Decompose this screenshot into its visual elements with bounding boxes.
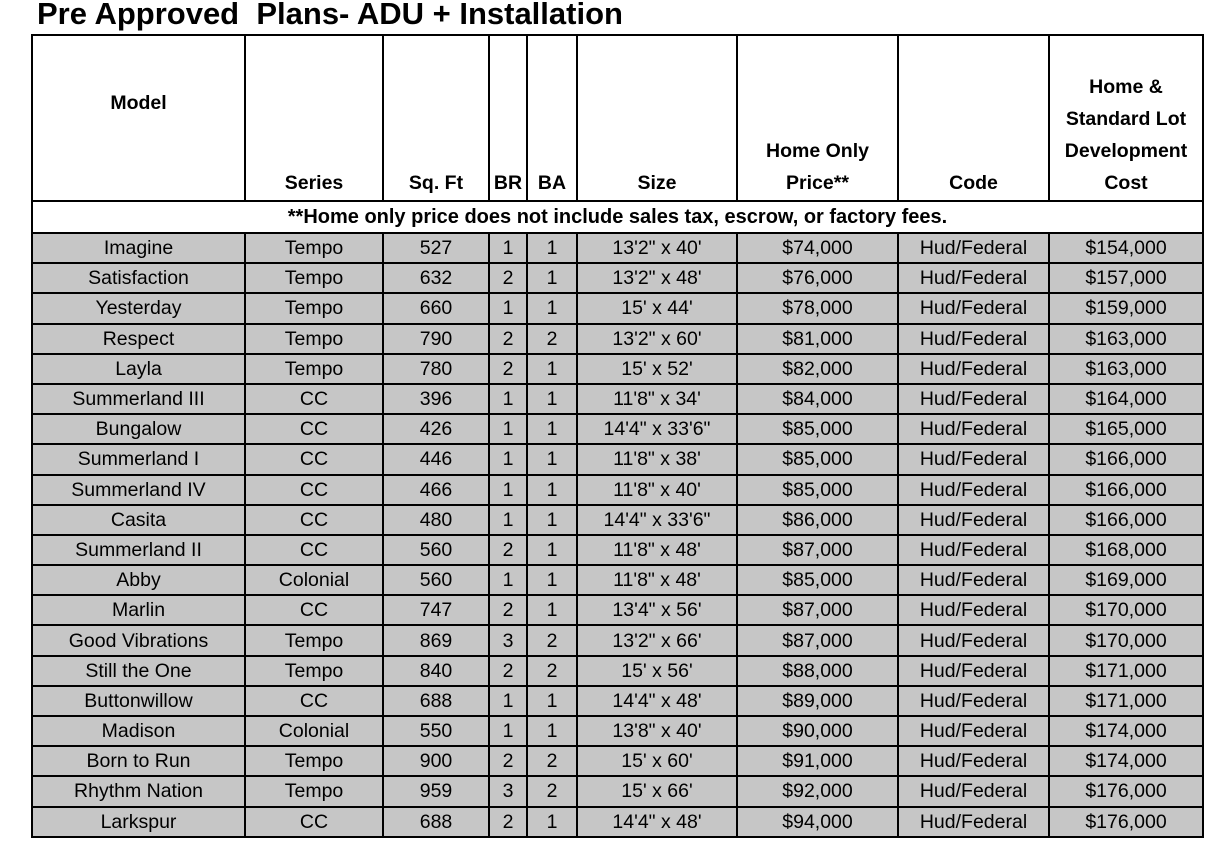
cell-sqft: 396 (383, 384, 489, 414)
cell-code: Hud/Federal (898, 807, 1049, 837)
cell-size: 15' x 60' (577, 746, 737, 776)
cell-sqft: 480 (383, 505, 489, 535)
cell-cost: $163,000 (1049, 324, 1203, 354)
cell-cost: $174,000 (1049, 716, 1203, 746)
cell-br: 2 (489, 324, 527, 354)
cell-code: Hud/Federal (898, 625, 1049, 655)
header-price (737, 35, 898, 201)
table-row (32, 776, 1203, 806)
table-row (32, 233, 1203, 263)
cell-ba: 1 (527, 414, 577, 444)
cell-br: 3 (489, 625, 527, 655)
cell-sqft: 560 (383, 565, 489, 595)
cell-model: Casita (32, 505, 245, 535)
cell-size: 13'2" x 60' (577, 324, 737, 354)
cell-series: CC (245, 475, 383, 505)
cell-code: Hud/Federal (898, 263, 1049, 293)
cell-size: 13'8" x 40' (577, 716, 737, 746)
cell-model: Abby (32, 565, 245, 595)
cell-ba: 2 (527, 746, 577, 776)
table-row (32, 686, 1203, 716)
cell-size: 11'8" x 48' (577, 535, 737, 565)
header-cost-line3: Development (1064, 140, 1188, 162)
cell-sqft: 780 (383, 354, 489, 384)
cell-series: Tempo (245, 656, 383, 686)
cell-model: Satisfaction (32, 263, 245, 293)
cell-cost: $171,000 (1049, 686, 1203, 716)
cell-size: 13'2" x 40' (577, 233, 737, 263)
cell-price: $82,000 (737, 354, 898, 384)
cell-size: 15' x 66' (577, 776, 737, 806)
cell-sqft: 688 (383, 686, 489, 716)
cell-code: Hud/Federal (898, 746, 1049, 776)
cell-price: $94,000 (737, 807, 898, 837)
cell-price: $74,000 (737, 233, 898, 263)
cell-series: CC (245, 414, 383, 444)
cell-price: $87,000 (737, 625, 898, 655)
cell-model: Born to Run (32, 746, 245, 776)
cell-price: $76,000 (737, 263, 898, 293)
cell-code: Hud/Federal (898, 505, 1049, 535)
cell-model: Marlin (32, 595, 245, 625)
cell-code: Hud/Federal (898, 233, 1049, 263)
cell-series: CC (245, 444, 383, 474)
header-size: Size (577, 35, 737, 201)
page-title: Pre Approved Plans- ADU + Installation (37, 0, 623, 31)
table-row (32, 535, 1203, 565)
cell-sqft: 446 (383, 444, 489, 474)
cell-cost: $176,000 (1049, 807, 1203, 837)
table-row (32, 293, 1203, 323)
cell-code: Hud/Federal (898, 293, 1049, 323)
cell-code: Hud/Federal (898, 595, 1049, 625)
cell-model: Yesterday (32, 293, 245, 323)
cell-ba: 1 (527, 354, 577, 384)
header-cost-line1: Home & (1089, 76, 1163, 98)
cell-sqft: 527 (383, 233, 489, 263)
cell-size: 14'4" x 48' (577, 807, 737, 837)
cell-price: $90,000 (737, 716, 898, 746)
cell-br: 2 (489, 656, 527, 686)
cell-price: $85,000 (737, 475, 898, 505)
table-row (32, 475, 1203, 505)
header-price-line2: Price** (786, 172, 849, 194)
cell-size: 11'8" x 48' (577, 565, 737, 595)
cell-sqft: 900 (383, 746, 489, 776)
header-sqft: Sq. Ft (383, 35, 489, 201)
cell-br: 2 (489, 746, 527, 776)
cell-sqft: 550 (383, 716, 489, 746)
cell-code: Hud/Federal (898, 354, 1049, 384)
cell-cost: $166,000 (1049, 505, 1203, 535)
cell-sqft: 747 (383, 595, 489, 625)
cell-series: CC (245, 807, 383, 837)
header-series: Series (245, 35, 383, 201)
cell-br: 2 (489, 807, 527, 837)
cell-ba: 1 (527, 444, 577, 474)
cell-size: 11'8" x 38' (577, 444, 737, 474)
cell-size: 13'4" x 56' (577, 595, 737, 625)
price-note: **Home only price does not include sales tax, escrow, or factory fees. (32, 201, 1203, 233)
table-row (32, 505, 1203, 535)
table-row (32, 716, 1203, 746)
cell-series: Tempo (245, 233, 383, 263)
cell-ba: 2 (527, 656, 577, 686)
table-row (32, 746, 1203, 776)
header-br: BR (489, 35, 527, 201)
cell-br: 1 (489, 475, 527, 505)
cell-br: 1 (489, 384, 527, 414)
cell-model: Imagine (32, 233, 245, 263)
table-row (32, 354, 1203, 384)
cell-ba: 1 (527, 233, 577, 263)
plans-rows (32, 233, 1203, 837)
cell-model: Summerland III (32, 384, 245, 414)
table-row (32, 625, 1203, 655)
note-row (32, 201, 1203, 233)
cell-code: Hud/Federal (898, 384, 1049, 414)
cell-br: 2 (489, 354, 527, 384)
cell-model: Summerland IV (32, 475, 245, 505)
cell-series: Tempo (245, 625, 383, 655)
cell-cost: $168,000 (1049, 535, 1203, 565)
cell-ba: 1 (527, 475, 577, 505)
cell-cost: $171,000 (1049, 656, 1203, 686)
cell-model: Summerland II (32, 535, 245, 565)
cell-series: Tempo (245, 354, 383, 384)
cell-cost: $170,000 (1049, 625, 1203, 655)
cell-code: Hud/Federal (898, 716, 1049, 746)
cell-cost: $166,000 (1049, 444, 1203, 474)
cell-sqft: 660 (383, 293, 489, 323)
cell-series: Tempo (245, 776, 383, 806)
cell-ba: 1 (527, 595, 577, 625)
cell-ba: 1 (527, 505, 577, 535)
cell-series: CC (245, 505, 383, 535)
cell-sqft: 466 (383, 475, 489, 505)
cell-sqft: 560 (383, 535, 489, 565)
header-price-line1: Home Only (766, 140, 869, 162)
cell-ba: 1 (527, 716, 577, 746)
cell-cost: $166,000 (1049, 475, 1203, 505)
cell-br: 2 (489, 535, 527, 565)
cell-series: CC (245, 535, 383, 565)
cell-code: Hud/Federal (898, 444, 1049, 474)
cell-br: 1 (489, 233, 527, 263)
cell-ba: 2 (527, 625, 577, 655)
cell-price: $81,000 (737, 324, 898, 354)
cell-br: 1 (489, 293, 527, 323)
table-row (32, 324, 1203, 354)
cell-size: 13'2" x 48' (577, 263, 737, 293)
cell-ba: 1 (527, 263, 577, 293)
cell-sqft: 426 (383, 414, 489, 444)
table-row (32, 656, 1203, 686)
cell-cost: $154,000 (1049, 233, 1203, 263)
cell-cost: $169,000 (1049, 565, 1203, 595)
cell-price: $87,000 (737, 595, 898, 625)
cell-code: Hud/Federal (898, 565, 1049, 595)
cell-cost: $165,000 (1049, 414, 1203, 444)
cell-series: CC (245, 595, 383, 625)
header-cost (1049, 35, 1203, 201)
cell-sqft: 688 (383, 807, 489, 837)
cell-series: Colonial (245, 716, 383, 746)
cell-br: 3 (489, 776, 527, 806)
cell-series: Tempo (245, 324, 383, 354)
cell-ba: 1 (527, 686, 577, 716)
cell-model: Buttonwillow (32, 686, 245, 716)
table-row (32, 595, 1203, 625)
header-ba: BA (527, 35, 577, 201)
cell-model: Larkspur (32, 807, 245, 837)
cell-model: Madison (32, 716, 245, 746)
cell-code: Hud/Federal (898, 535, 1049, 565)
cell-br: 2 (489, 595, 527, 625)
cell-price: $91,000 (737, 746, 898, 776)
cell-model: Still the One (32, 656, 245, 686)
cell-cost: $159,000 (1049, 293, 1203, 323)
cell-sqft: 840 (383, 656, 489, 686)
cell-cost: $170,000 (1049, 595, 1203, 625)
cell-model: Bungalow (32, 414, 245, 444)
cell-cost: $164,000 (1049, 384, 1203, 414)
cell-cost: $176,000 (1049, 776, 1203, 806)
cell-code: Hud/Federal (898, 324, 1049, 354)
cell-price: $87,000 (737, 535, 898, 565)
cell-series: CC (245, 686, 383, 716)
cell-series: CC (245, 384, 383, 414)
cell-size: 15' x 56' (577, 656, 737, 686)
header-row (32, 35, 1203, 201)
plans-table (31, 34, 1204, 838)
cell-size: 14'4" x 33'6" (577, 414, 737, 444)
cell-cost: $163,000 (1049, 354, 1203, 384)
cell-model: Good Vibrations (32, 625, 245, 655)
cell-cost: $157,000 (1049, 263, 1203, 293)
cell-size: 15' x 44' (577, 293, 737, 323)
cell-price: $88,000 (737, 656, 898, 686)
cell-size: 13'2" x 66' (577, 625, 737, 655)
cell-code: Hud/Federal (898, 656, 1049, 686)
table-row (32, 414, 1203, 444)
cell-model: Respect (32, 324, 245, 354)
cell-br: 1 (489, 716, 527, 746)
cell-sqft: 959 (383, 776, 489, 806)
header-cost-line4: Cost (1104, 172, 1148, 194)
cell-code: Hud/Federal (898, 686, 1049, 716)
cell-ba: 2 (527, 324, 577, 354)
table-row (32, 565, 1203, 595)
cell-series: Colonial (245, 565, 383, 595)
cell-br: 1 (489, 565, 527, 595)
cell-code: Hud/Federal (898, 414, 1049, 444)
cell-ba: 1 (527, 565, 577, 595)
cell-size: 14'4" x 33'6" (577, 505, 737, 535)
header-code: Code (898, 35, 1049, 201)
cell-price: $86,000 (737, 505, 898, 535)
cell-size: 11'8" x 40' (577, 475, 737, 505)
cell-size: 11'8" x 34' (577, 384, 737, 414)
cell-code: Hud/Federal (898, 776, 1049, 806)
cell-sqft: 790 (383, 324, 489, 354)
cell-series: Tempo (245, 293, 383, 323)
table-row (32, 263, 1203, 293)
cell-br: 1 (489, 505, 527, 535)
cell-ba: 1 (527, 293, 577, 323)
cell-model: Summerland I (32, 444, 245, 474)
cell-ba: 1 (527, 384, 577, 414)
cell-model: Rhythm Nation (32, 776, 245, 806)
cell-model: Layla (32, 354, 245, 384)
table-row (32, 384, 1203, 414)
cell-ba: 1 (527, 807, 577, 837)
cell-sqft: 632 (383, 263, 489, 293)
cell-br: 1 (489, 414, 527, 444)
header-model: Model (32, 35, 245, 201)
cell-code: Hud/Federal (898, 475, 1049, 505)
cell-price: $85,000 (737, 565, 898, 595)
cell-cost: $174,000 (1049, 746, 1203, 776)
cell-br: 1 (489, 444, 527, 474)
cell-price: $85,000 (737, 444, 898, 474)
cell-br: 2 (489, 263, 527, 293)
cell-price: $92,000 (737, 776, 898, 806)
table-row (32, 444, 1203, 474)
cell-sqft: 869 (383, 625, 489, 655)
cell-price: $78,000 (737, 293, 898, 323)
table-row (32, 807, 1203, 837)
cell-series: Tempo (245, 263, 383, 293)
cell-br: 1 (489, 686, 527, 716)
cell-size: 15' x 52' (577, 354, 737, 384)
cell-ba: 2 (527, 776, 577, 806)
header-cost-line2: Standard Lot (1065, 108, 1187, 130)
cell-size: 14'4" x 48' (577, 686, 737, 716)
cell-series: Tempo (245, 746, 383, 776)
cell-price: $84,000 (737, 384, 898, 414)
cell-ba: 1 (527, 535, 577, 565)
cell-price: $89,000 (737, 686, 898, 716)
cell-price: $85,000 (737, 414, 898, 444)
